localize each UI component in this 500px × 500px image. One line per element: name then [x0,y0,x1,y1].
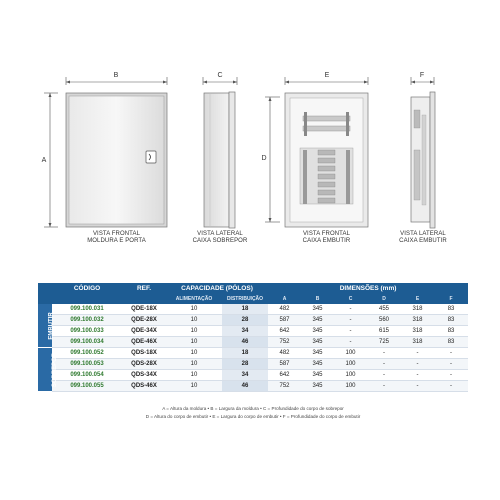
caption-side-recessed [388,231,458,245]
cell-dim-b: 345 [301,370,334,381]
cell-dim-f: 83 [434,315,468,326]
dimension-letter-f: F [419,72,425,79]
header-f: F [434,294,468,304]
cell-dim-f: 83 [434,337,468,348]
cell-dim-b: 345 [301,348,334,359]
cell-codigo: 099.100.055 [52,381,122,392]
cell-alimentacao: 10 [166,381,222,392]
cell-codigo: 099.100.033 [52,326,122,337]
group-label-text: EMBUTIR [48,311,55,340]
subheader-spacer [122,294,166,304]
dimension-letter-b: B [113,72,119,79]
cell-dim-d: - [367,381,401,392]
front-view-recessed-drawing [261,72,368,227]
cell-dim-f: - [434,370,468,381]
subheader-spacer [52,294,122,304]
cell-ref: QDS-28X [122,359,166,370]
cell-dim-b: 345 [301,381,334,392]
cell-dim-a: 482 [268,348,301,359]
cell-alimentacao: 10 [166,348,222,359]
legend-line: A = Altura da moldura • B = Largura da moldura • C = Profundidade do corpo de sobrepor [162,406,344,411]
cell-dim-a: 752 [268,337,301,348]
cell-dim-b: 345 [301,359,334,370]
caption-side-surface [180,231,260,245]
dimension-letter-d: D [261,155,267,162]
table-row [38,348,468,359]
cell-codigo: 099.100.052 [52,348,122,359]
cell-dim-e: 318 [401,337,434,348]
cell-dim-d: - [367,370,401,381]
cell-dim-a: 587 [268,315,301,326]
table-subheader-row [38,294,468,304]
dimension-letter-a: A [41,157,47,164]
cell-dim-d: 725 [367,337,401,348]
cell-dim-e: - [401,370,434,381]
caption-line: VISTA LATERAL [400,231,446,237]
cell-alimentacao: 10 [166,359,222,370]
cell-dim-b: 345 [301,304,334,315]
header-c: C [334,294,367,304]
cell-ref: QDE-34X [122,326,166,337]
caption-front-door [66,231,167,245]
cell-dim-e: 318 [401,304,434,315]
header-b: B [301,294,334,304]
cell-alimentacao: 10 [166,326,222,337]
table-row [38,381,468,392]
cell-codigo: 099.100.034 [52,337,122,348]
cell-ref: QDE-18X [122,304,166,315]
cell-dim-d: - [367,359,401,370]
cell-dim-c: 100 [334,359,367,370]
cell-alimentacao: 10 [166,370,222,381]
cell-distribuicao: 18 [222,304,268,315]
table-row [38,337,468,348]
group-label-text: SOBREPOR [52,352,59,387]
dimension-letter-e: E [324,72,330,79]
table-legend [38,405,468,421]
cell-dim-a: 642 [268,326,301,337]
side-view-surface-drawing [203,72,237,228]
cell-dim-c: 100 [334,381,367,392]
header-e: E [401,294,434,304]
cell-alimentacao: 10 [166,304,222,315]
cell-codigo: 099.100.031 [52,304,122,315]
cell-dim-f: 83 [434,304,468,315]
caption-line: VISTA LATERAL [197,231,243,237]
spec-table [38,283,468,392]
cell-dim-b: 345 [301,337,334,348]
cell-distribuicao: 18 [222,348,268,359]
caption-line: CAIXA EMBUTIR [399,238,447,244]
cell-dim-c: - [334,337,367,348]
cell-dim-d: 455 [367,304,401,315]
cell-dim-e: 318 [401,315,434,326]
header-d: D [367,294,401,304]
caption-line: CAIXA SOBREPOR [192,238,248,244]
header-a: A [268,294,301,304]
table-row [38,315,468,326]
cell-dim-a: 587 [268,359,301,370]
cell-dim-d: 615 [367,326,401,337]
table-body [38,304,468,392]
cell-dim-e: 318 [401,326,434,337]
header-distribuicao: DISTRIBUIÇÃO [222,294,268,304]
spec-table-wrapper [38,283,468,392]
header-spacer [38,283,52,294]
cell-distribuicao: 34 [222,370,268,381]
cell-dim-c: - [334,304,367,315]
cell-distribuicao: 46 [222,381,268,392]
cell-dim-e: - [401,359,434,370]
cell-ref: QDE-28X [122,315,166,326]
cell-codigo: 099.100.053 [52,359,122,370]
table-header-row [38,283,468,294]
cell-distribuicao: 28 [222,315,268,326]
cell-dim-b: 345 [301,326,334,337]
cell-ref: QDS-46X [122,381,166,392]
cell-dim-b: 345 [301,315,334,326]
header-dimensoes: DIMENSÕES (mm) [268,283,468,294]
cell-codigo: 099.100.032 [52,315,122,326]
cell-dim-e: - [401,381,434,392]
cell-dim-f: - [434,359,468,370]
cell-distribuicao: 46 [222,337,268,348]
cell-dim-e: - [401,348,434,359]
caption-line: VISTA FRONTAL [302,231,351,237]
cell-alimentacao: 10 [166,337,222,348]
caption-line: CAIXA EMBUTIR [302,238,351,244]
cell-ref: QDS-34X [122,370,166,381]
cell-alimentacao: 10 [166,315,222,326]
group-label [38,348,59,392]
header-codigo: CÓDIGO [52,283,122,294]
table-row [38,326,468,337]
front-view-door-drawing [42,72,167,227]
cell-dim-a: 642 [268,370,301,381]
header-capacidade: CAPACIDADE (PÓLOS) [166,283,268,294]
side-view-recessed-drawing [411,72,435,228]
table-row [38,370,468,381]
cell-dim-d: - [367,348,401,359]
cell-dim-c: - [334,326,367,337]
cell-dim-c: - [334,315,367,326]
cell-dim-d: 560 [367,315,401,326]
cell-ref: QDS-18X [122,348,166,359]
caption-front-recessed [285,231,368,245]
header-alimentacao: ALIMENTAÇÃO [166,294,222,304]
cell-ref: QDE-46X [122,337,166,348]
cell-codigo: 099.100.054 [52,370,122,381]
cell-dim-f: - [434,348,468,359]
cell-distribuicao: 34 [222,326,268,337]
cell-dim-a: 752 [268,381,301,392]
dimension-letter-c: C [217,72,223,79]
table-row [38,304,468,315]
cell-dim-f: 83 [434,326,468,337]
cell-dim-f: - [434,381,468,392]
header-ref: REF. [122,283,166,294]
cell-dim-c: 100 [334,348,367,359]
group-label [38,304,55,348]
cell-dim-c: 100 [334,370,367,381]
table-row [38,359,468,370]
subheader-spacer [38,294,52,304]
cell-dim-a: 482 [268,304,301,315]
caption-line: VISTA FRONTAL [92,231,141,237]
caption-line: MOLDURA E PORTA [87,238,146,244]
cell-distribuicao: 28 [222,359,268,370]
legend-line: D = Altura do corpo de embutir • E = Largura do corpo de embutir • F = Profundidade do corpo de embutir [145,414,361,419]
